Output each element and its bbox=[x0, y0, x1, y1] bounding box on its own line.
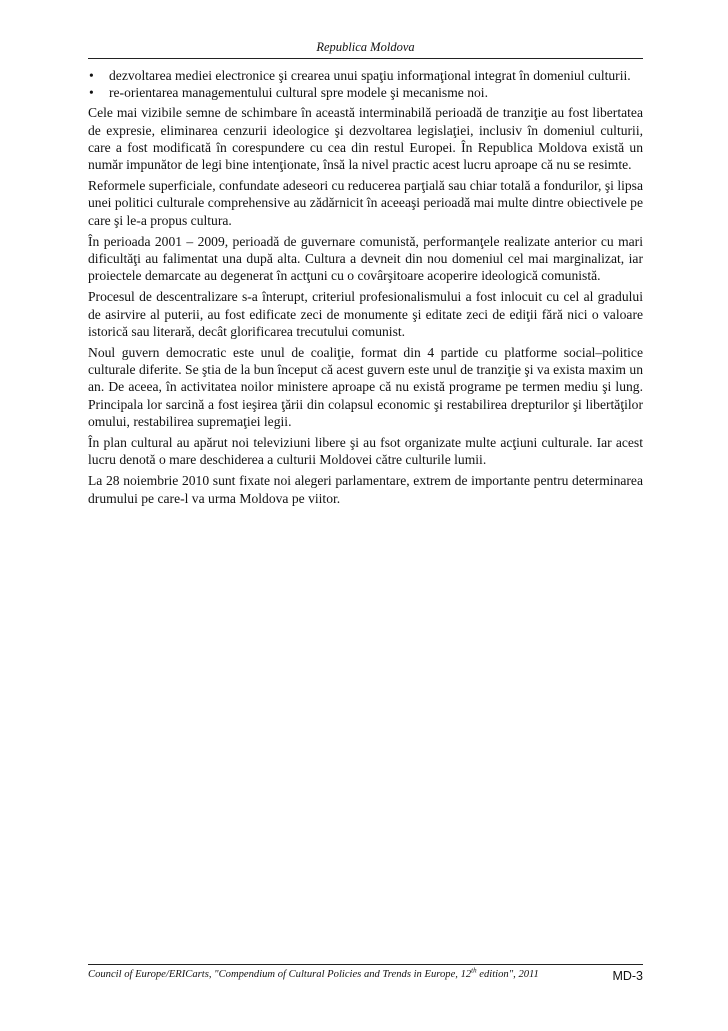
page-number: MD-3 bbox=[612, 969, 643, 983]
footer-citation bbox=[88, 968, 578, 982]
body-paragraph: În perioada 2001 – 2009, perioadă de guvernare comunistă, performanţele realizate anterior cu mari dificultăţi au falimentat una după alta. Cultura a devneit din nou domeniul cel mai marginalizat, iar proiectele demarcate au degenerat în actţuni cu o covârşitoare acoperire ideologică comunistă. bbox=[88, 233, 643, 284]
body-paragraph: Noul guvern democratic este unul de coaliţie, format din 4 partide cu platforme social–politice culturale diferite. Se ştia de la bun început că acest guvern este unul de tranziţie şi va exista maxim un an. De aceea, în activitatea noilor ministere aproape că nu există programe pe termen mediu şi lung. Principala lor sarcină a fost ieşirea ţării din colapsul economic şi restabilirea drepturilor şi libertăţilor omului, restabilirea supremaţiei legii. bbox=[88, 345, 643, 429]
bullet-item bbox=[88, 67, 643, 84]
footer-citation-prefix: Council of Europe/ERICarts, "Compendium of Cultural Policies and Trends in Europe, 12 bbox=[88, 969, 472, 980]
body-paragraph: În plan cultural au apărut noi televiziuni libere şi au fsot organizate multe acţiuni culturale. Iar acest lucru denotă o mare deschiderea a culturii Moldovei către culturile lumii. bbox=[88, 435, 643, 468]
bullet-text: re-orientarea managementului cultural spre modele şi mecanisme noi. bbox=[109, 85, 488, 101]
footer-divider bbox=[88, 964, 643, 965]
body-paragraph: Cele mai vizibile semne de schimbare în această interminabilă perioadă de tranziţie au fost libertatea de expresie, eliminarea cenzurii ideologice şi dezvoltarea legislaţiei, inclusiv în domeniul culturii, care a fost modificată în corespundere cu cea din restul Europei. În Republica Moldova există un număr impunător de legi bine intenţionate, însă la nivel practic acest lucru aproape că nu se resimte. bbox=[88, 105, 643, 173]
bullet-marker: • bbox=[89, 68, 94, 83]
bullet-text: dezvoltarea mediei electronice şi crearea unui spaţiu informaţional integrat în domeniul culturii. bbox=[109, 68, 631, 83]
bullet-list bbox=[88, 67, 643, 101]
footer-citation-superscript: th bbox=[471, 966, 477, 975]
page-body bbox=[88, 67, 643, 511]
body-paragraph: Procesul de descentralizare s-a înterupt, criteriul profesionalismului a fost inlocuit cu cel al gradului de asirvire al puterii, au fost edificate zeci de monumente şi editate zeci de ediţii fără nici o valoare istorică sau literară, decât glorificarea trecutului comunist. bbox=[88, 289, 643, 339]
bullet-item bbox=[88, 84, 643, 101]
footer-citation-suffix: edition", 2011 bbox=[476, 969, 539, 980]
body-paragraph: Reformele superficiale, confundate adeseori cu reducerea parţială sau chiar totală a fondurilor, şi lipsa unei politici culturale comprehensive au zădărnicit în aceeaşi perioadă mai multe dintre obiectivele pe care şi le-a propus cultura. bbox=[88, 178, 643, 228]
body-paragraph: La 28 noiembrie 2010 sunt fixate noi alegeri parlamentare, extrem de importante pentru determinarea drumului pe care-l va urma Moldova pe viitor. bbox=[88, 473, 643, 506]
bullet-marker: • bbox=[89, 85, 94, 101]
running-header: Republica Moldova bbox=[316, 40, 415, 54]
header-divider bbox=[88, 58, 643, 59]
